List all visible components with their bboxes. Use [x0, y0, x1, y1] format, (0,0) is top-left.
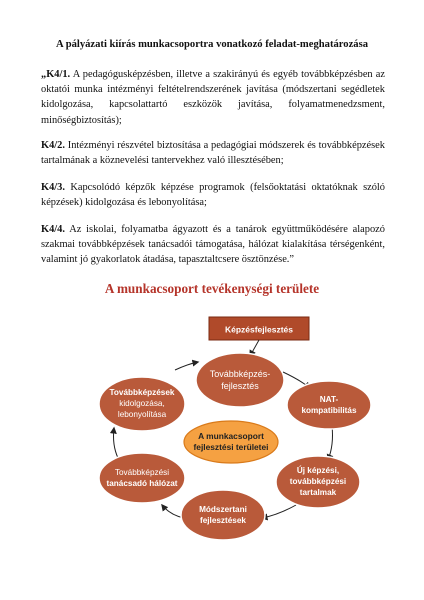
node-left: [99, 377, 185, 431]
top-box-label: Képzésfejlesztés: [224, 324, 294, 335]
node-label: lebonyolítása: [117, 410, 167, 419]
node-label: továbbképzési: [289, 477, 347, 486]
node-label: NAT-: [319, 395, 339, 404]
node-bottom: [181, 490, 265, 540]
arrow-right-to-bottomright: [328, 426, 333, 460]
paragraph-text: Kapcsolódó képzők képzése programok (felsőoktatási oktatóknak szóló képzések) kidolgozása és lebonyolítása;: [41, 182, 385, 209]
node-label: fejlesztés: [221, 381, 259, 391]
node-label: kidolgozása,: [119, 399, 165, 408]
paragraph-text: A pedagógusképzésben, illetve a szakirányú és egyéb továbbképzésben az oktatói munka intézményi feltételrendszerének javítása (módszertani segédletek kidolgozása, kapcsolattartó eszközök javítása, folyamatmenedzsment, minőségbiztosítás);: [41, 69, 385, 126]
node-label: Továbbképzés-: [209, 369, 271, 379]
node-label: tanácsadó hálózat: [106, 479, 178, 488]
paragraph-code: K4/3.: [41, 182, 65, 193]
section-heading: A pályázati kiírás munkacsoportra vonatkozó feladat-meghatározása: [55, 39, 368, 50]
node-label: Továbbképzési: [114, 468, 170, 477]
node-label: Módszertani: [199, 505, 247, 514]
center-label: fejlesztési területei: [193, 442, 269, 452]
center-label: A munkacsoport: [198, 431, 264, 441]
paragraph-code: K4/4.: [41, 224, 65, 235]
center-node: [184, 421, 278, 463]
paragraph-code: K4/2.: [41, 140, 65, 151]
arrow-bottomleft-to-left: [114, 428, 119, 458]
node-label: Új képzési,: [296, 466, 340, 475]
node-label: kompatibilitás: [301, 406, 357, 415]
paragraph-code: „K4/1.: [41, 69, 71, 80]
node-label: tartalmak: [299, 488, 337, 497]
node-right: [287, 381, 371, 429]
node-top: [196, 353, 284, 407]
node-label: Továbbképzések: [109, 388, 175, 397]
node-bottom-right: [276, 456, 360, 508]
arrow-bottomright-to-bottom: [262, 505, 296, 518]
node-label: fejlesztések: [200, 516, 246, 525]
node-bottom-left: [99, 453, 185, 503]
paragraph-text: Az iskolai, folyamatba ágyazott és a tanárok együttműködésére alapozó szakmai továbbképzések tanácsadói támogatása, hálózat kialakítása térségenként, valamint jó gyakorlatok átadása, tapasztaltcsere ösztönzése.”: [41, 224, 385, 266]
paragraph-text: Intézményi részvétel biztosítása a pedagógiai módszerek és továbbképzések tartalmának a köznevelési tantervekhez való illesztésében;: [41, 140, 385, 167]
diagram-title: A munkacsoport tevékenységi területe: [104, 281, 320, 296]
arrow-left-to-top: [175, 362, 198, 370]
